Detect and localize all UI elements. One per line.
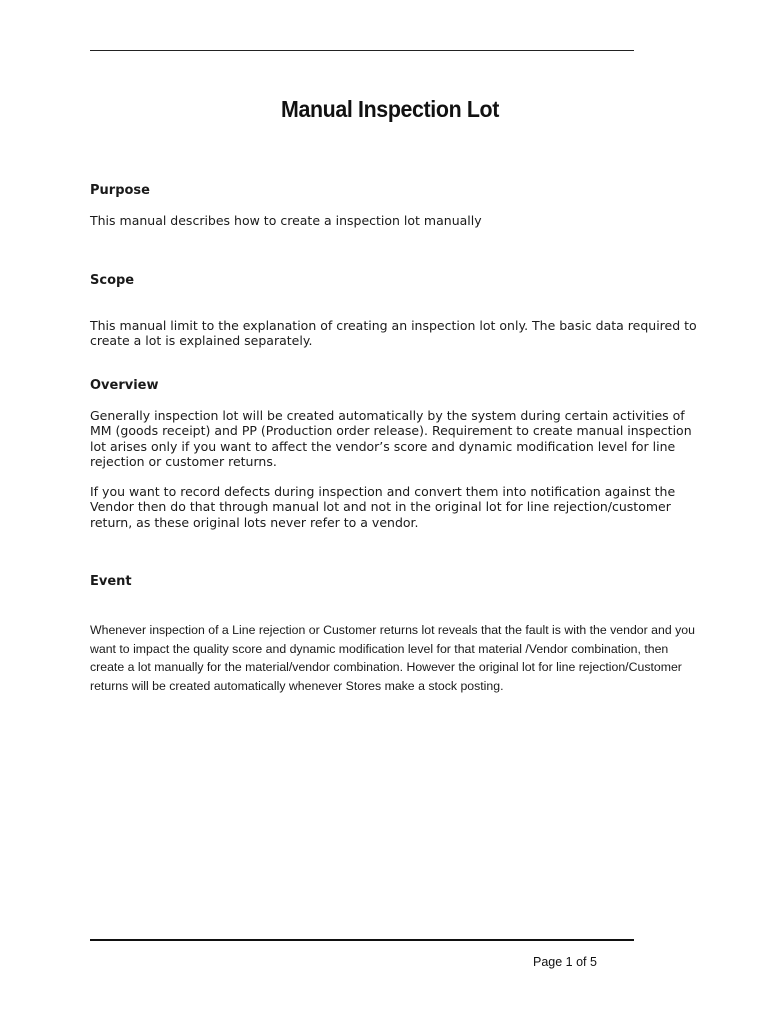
purpose-text: This manual describes how to create a inspection lot manually [90, 213, 482, 228]
overview-heading: Overview [90, 378, 159, 393]
purpose-heading: Purpose [90, 183, 150, 198]
scope-text: This manual limit to the explanation of creating an inspection lot only. The basic data required to create a lot is explained separately. [90, 318, 697, 349]
scope-heading: Scope [90, 273, 135, 288]
footer-divider [90, 939, 634, 941]
overview-paragraph-2: If you want to record defects during inspection and convert them into notification against the Vendor then do that through manual lot and not in the original lot for line rejection/customer return, as these original lots never refer to a vendor. [90, 484, 676, 530]
event-heading: Event [90, 574, 132, 589]
document-title: Manual Inspection Lot [281, 96, 499, 122]
header-divider [90, 50, 634, 51]
overview-paragraph-1: Generally inspection lot will be created automatically by the system during certain activities of MM (goods receipt) and PP (Production order release). Requirement to create manual inspection lot arises only if you want to affect the vendor’s score and dynamic modification level for line rejection or customer returns. [90, 408, 692, 469]
page-number: Page 1 of 5 [533, 955, 597, 969]
event-text: Whenever inspection of a Line rejection or Customer returns lot reveals that the fault is with the vendor and you want to impact the quality score and dynamic modification level for that material /Vendor combination, then create a lot manually for the material/vendor combination. However the original lot for line rejection/Customer returns will be created automatically whenever Stores make a stock posting. [90, 623, 695, 693]
